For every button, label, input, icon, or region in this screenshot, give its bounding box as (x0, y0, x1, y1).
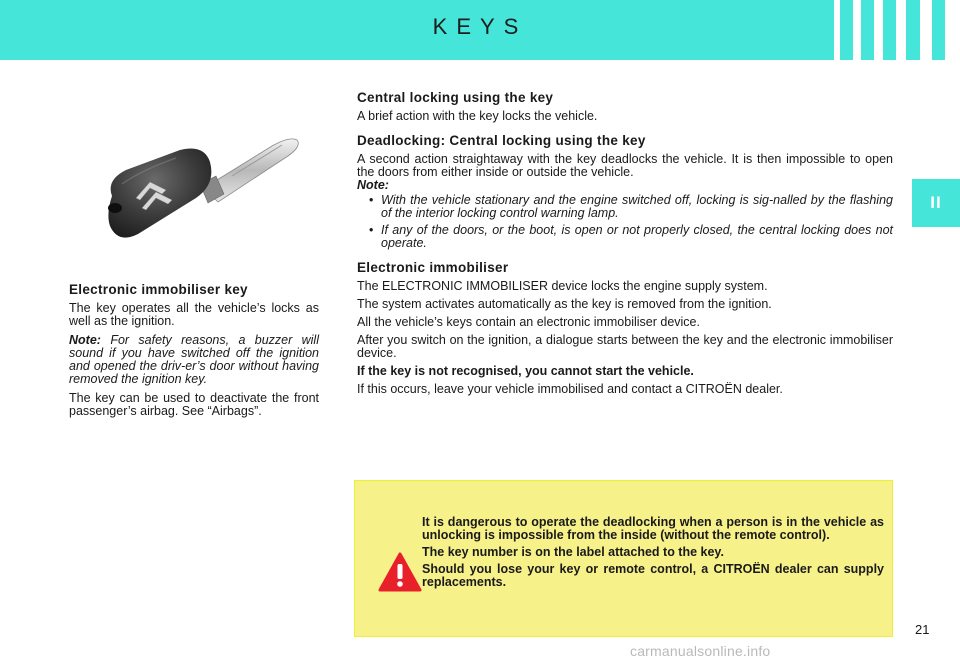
page-number: 21 (915, 622, 930, 637)
deadlocking-notes (357, 194, 893, 250)
right-column (357, 90, 893, 406)
warning-text (422, 516, 884, 593)
immobiliser-p3: All the vehicle’s keys contain an electronic immobiliser device. (357, 315, 700, 329)
key-image (92, 128, 302, 250)
header-stripes (834, 0, 960, 60)
warning-p3: Should you lose your key or remote control, a CITROËN dealer can supply replacements. (422, 562, 884, 589)
left-column (69, 282, 319, 424)
immobiliser-key-note (69, 334, 319, 386)
immobiliser-p6: If this occurs, leave your vehicle immobilised and contact a CITROËN dealer. (357, 382, 783, 396)
warning-p1: It is dangerous to operate the deadlocking when a person is in the vehicle as unlocking is impossible from the inside (without the remote control). (422, 515, 884, 542)
list-item: • With the vehicle stationary and the engine switched off, locking is sig-nalled by the flashing of the interior locking control warning lamp. (357, 194, 893, 220)
warning-p2: The key number is on the label attached to the key. (422, 545, 724, 559)
deadlocking-text: A second action straightaway with the key deadlocks the vehicle. It is then impossible to open the doors from either inside or outside the vehicle. (357, 152, 893, 179)
immobiliser-p2: The system activates automatically as the key is removed from the ignition. (357, 297, 772, 311)
immobiliser-p1: The ELECTRONIC IMMOBILISER device locks the engine supply system. (357, 279, 768, 293)
warning-exclamation-icon (377, 551, 423, 593)
page-title: KEYS (432, 14, 528, 39)
note-label: Note: (69, 333, 101, 347)
central-locking-text: A brief action with the key locks the vehicle. (357, 109, 598, 123)
section-electronic-immobiliser (357, 260, 893, 396)
list-item: • If any of the doors, or the boot, is open or not properly closed, the central locking does not operate. (357, 224, 893, 250)
immobiliser-key-text: The key operates all the vehicle’s locks as well as the ignition. (69, 301, 319, 328)
chapter-tab: II (912, 179, 960, 227)
immobiliser-key-heading: Electronic immobiliser key (69, 282, 248, 297)
immobiliser-p4: After you switch on the ignition, a dialogue starts between the key and the electronic immobiliser device. (357, 333, 893, 360)
page-header (0, 0, 960, 60)
section-deadlocking (357, 133, 893, 250)
warning-box (354, 480, 893, 637)
deadlocking-heading: Deadlocking: Central locking using the key (357, 133, 646, 148)
central-locking-heading: Central locking using the key (357, 90, 554, 105)
section-central-locking (357, 90, 893, 123)
immobiliser-p5: If the key is not recognised, you cannot start the vehicle. (357, 364, 694, 378)
airbag-text: The key can be used to deactivate the front passenger’s airbag. See “Airbags”. (69, 391, 319, 418)
note-text: For safety reasons, a buzzer will sound if you have switched off the ignition and opened the driv-er’s door without having removed the ignition key. (69, 333, 319, 386)
watermark: carmanualsonline.info (630, 643, 771, 659)
electronic-immobiliser-heading: Electronic immobiliser (357, 260, 509, 275)
deadlocking-note-label: Note: (357, 178, 389, 192)
